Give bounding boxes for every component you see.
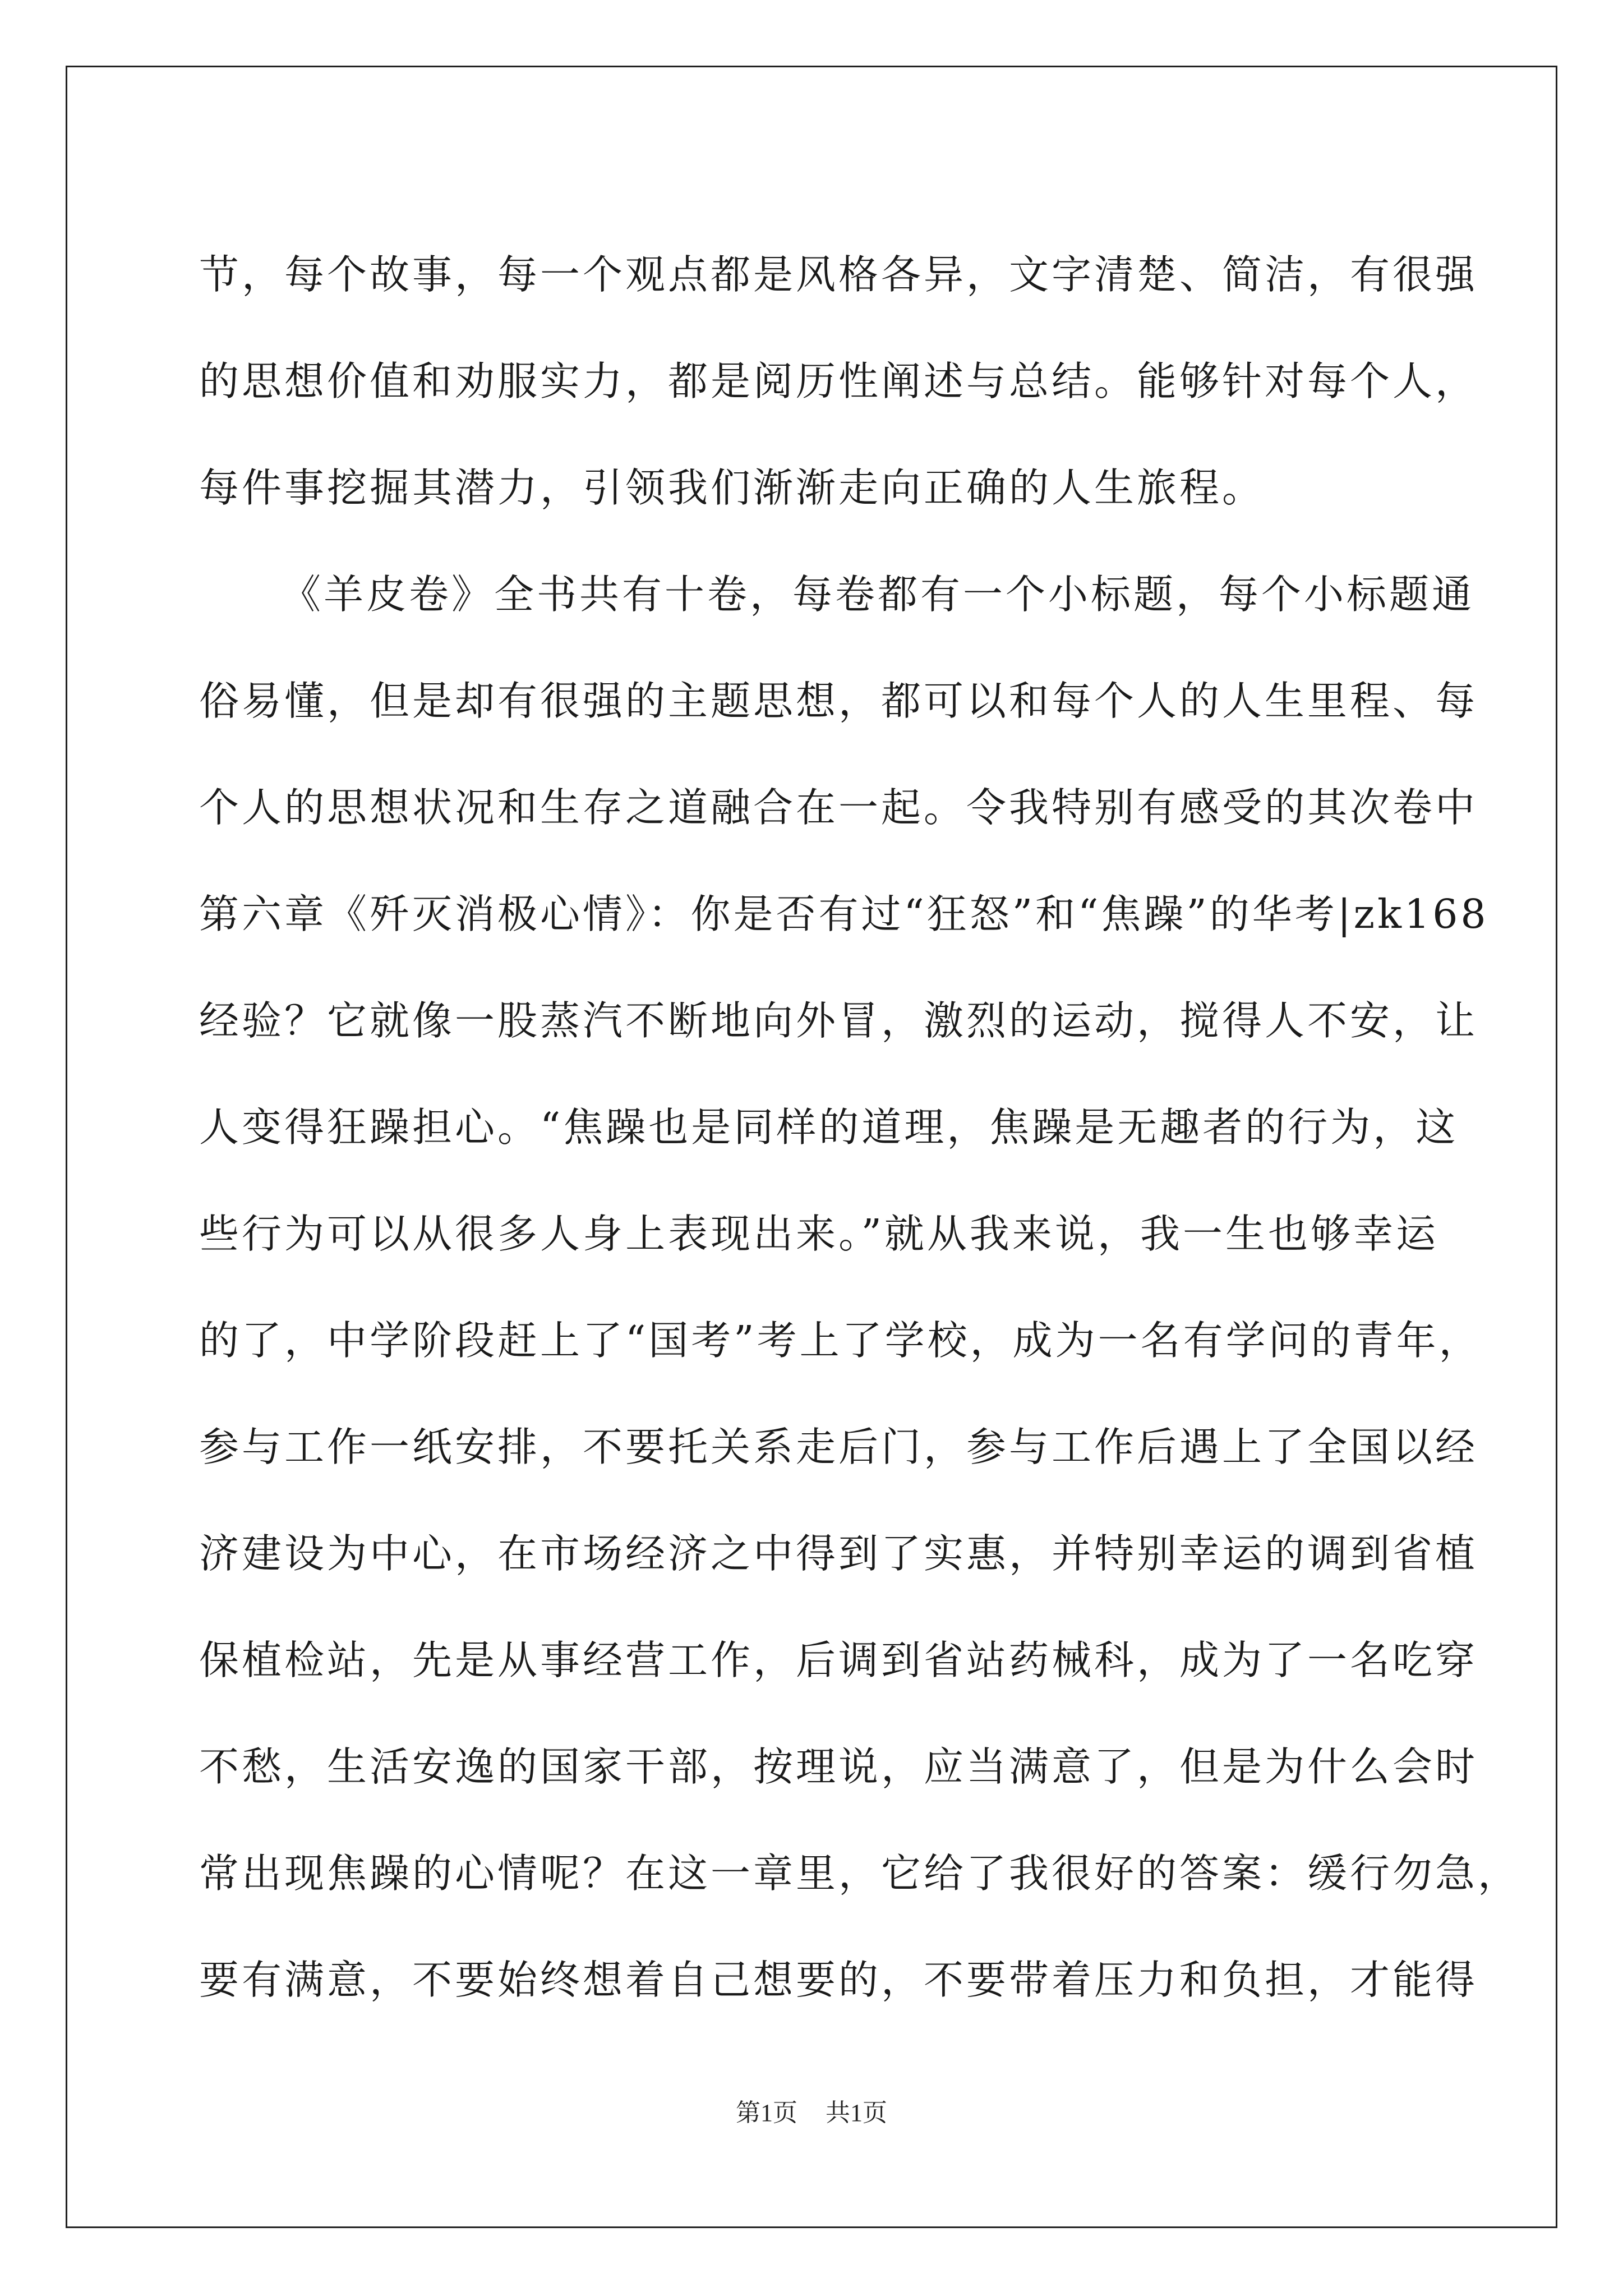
text-line: 的了，中学阶段赶上了“国考”考上了学校，成为一名有学问的青年， [199, 1317, 1482, 1364]
text-line: 经验？它就像一股蒸汽不断地向外冒，激烈的运动，搅得人不安，让 [199, 997, 1478, 1044]
text-line: 保植检站，先是从事经营工作，后调到省站药械科，成为了一名吃穿 [199, 1637, 1478, 1683]
text-line: 济建设为中心，在市场经济之中得到了实惠，并特别幸运的调到省植 [199, 1530, 1478, 1577]
page-count: 共1页 [826, 2099, 887, 2127]
document-body [199, 222, 1521, 2033]
text-line: 人变得狂躁担心。“焦躁也是同样的道理，焦躁是无趣者的行为，这 [199, 1104, 1459, 1151]
text-line: 第六章《歼灭消极心情》：你是否有过“狂怒”和“焦躁”的华考|zk168 [199, 891, 1489, 937]
text-line: 每件事挖掘其潜力，引领我们渐渐走向正确的人生旅程。 [199, 464, 1265, 511]
paragraph-first-line: 《羊皮卷》全书共有十卷，每卷都有一个小标题，每个小标题通 [281, 571, 1475, 618]
text-line: 的思想价值和劝服实力，都是阅历性阐述与总结。能够针对每个人， [199, 358, 1478, 404]
text-line: 不愁，生活安逸的国家干部，按理说，应当满意了，但是为什么会时 [199, 1743, 1478, 1790]
page-footer [0, 2092, 1623, 2128]
text-line: 些行为可以从很多人身上表现出来。”就从我来说，我一生也够幸运 [199, 1211, 1438, 1257]
page-number: 第1页 [736, 2099, 797, 2127]
text-line: 个人的思想状况和生存之道融合在一起。令我特别有感受的其次卷中 [199, 784, 1478, 831]
text-line: 节，每个故事，每一个观点都是风格各异，文字清楚、简洁，有很强 [199, 251, 1478, 298]
text-line: 俗易懂，但是却有很强的主题思想，都可以和每个人的人生里程、每 [199, 678, 1478, 724]
text-line: 参与工作一纸安排，不要托关系走后门，参与工作后遇上了全国以经 [199, 1424, 1478, 1470]
text-line: 常出现焦躁的心情呢？在这一章里，它给了我很好的答案：缓行勿急， [199, 1850, 1521, 1897]
text-line: 要有满意，不要始终想着自己想要的，不要带着压力和负担，才能得 [199, 1957, 1478, 2003]
